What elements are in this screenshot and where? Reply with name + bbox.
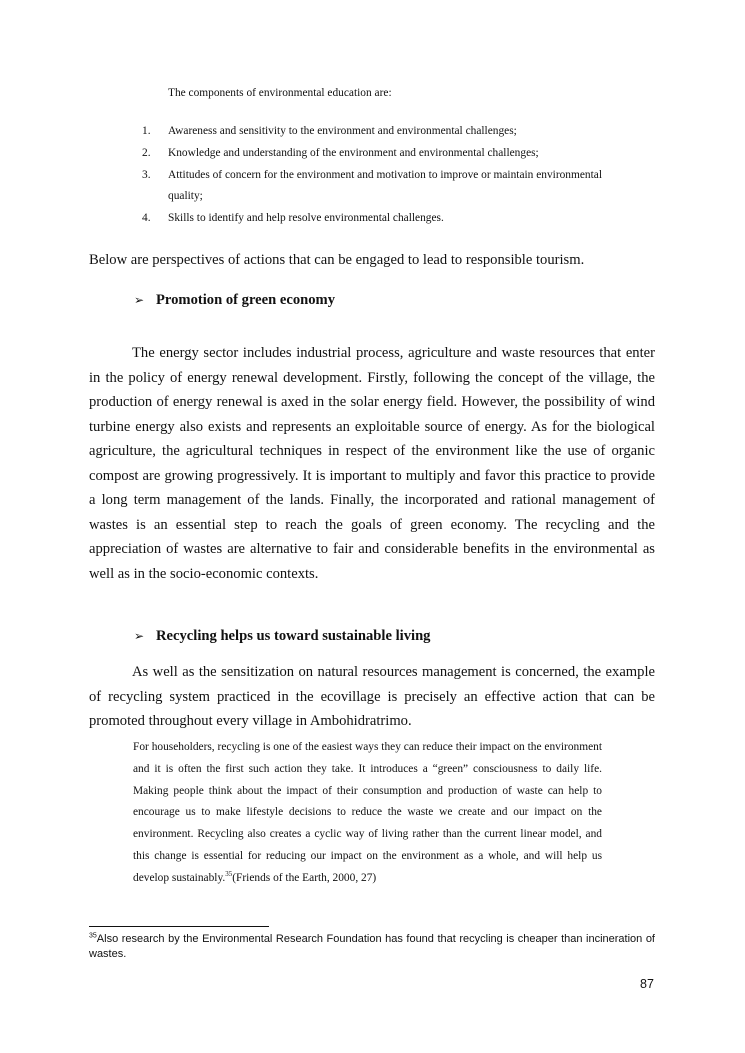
- footnote-divider: [89, 926, 269, 927]
- components-list: [142, 121, 602, 230]
- arrow-bullet-icon: ➢: [134, 629, 145, 643]
- page-number: 87: [640, 977, 654, 991]
- list-item: [142, 165, 602, 209]
- list-item: [142, 143, 602, 165]
- list-number: 4.: [142, 212, 151, 225]
- recycling-paragraph: [89, 660, 655, 734]
- list-text: Awareness and sensitivity to the environment and environmental challenges;: [168, 125, 517, 137]
- heading-text: Recycling helps us toward sustainable living: [156, 628, 431, 644]
- list-item: [142, 208, 602, 230]
- footnote-number: 35: [89, 932, 97, 940]
- list-text: Skills to identify and help resolve environmental challenges.: [168, 212, 444, 225]
- paragraph-text: The energy sector includes industrial process, agriculture and waste resources that enter in the policy of energy renewal development. Firstly, following the concept of the village, the production of energy renewal is axed in the solar energy field. However, the possibility of wind turbine energy also exists and represents an exploitable source of energy. As for the biological agriculture, the agricultural techniques in respect of the environment like the use of organic compost are growing progressively. It is important to multiply and favor this practice to provide a long term management of the lands. Finally, the incorporated and rational management of wastes is an essential step to reach the goals of green economy. The recycling and the appreciation of wastes are alternative to fair and considerable benefits in the environmental as well as in the socio-economic contexts.: [89, 345, 655, 582]
- quote-citation: (Friends of the Earth, 2000, 27): [232, 871, 377, 884]
- arrow-bullet-icon: ➢: [134, 293, 145, 307]
- footnote-text: Also research by the Environmental Research Foundation has found that recycling is cheaper than incineration of wastes.: [89, 933, 655, 960]
- list-number: 3.: [142, 168, 151, 181]
- quote-text: For householders, recycling is one of the easiest ways they can reduce their impact on the environment and it is often the first such action they take. It introduces a “green” consciousness to daily life. Making people think about the impact of their consumption and production of waste can help to encourage us to make lifestyle decisions to reduce the waste we create and our impact on the environment. Recycling also creates a cyclic way of living rather than the current linear model, and this change is essential for reducing our impact on the environment as a whole, and will help us develop sustainably.: [133, 741, 602, 884]
- footnote-reference[interactable]: 35: [225, 869, 233, 878]
- list-text: Attitudes of concern for the environment and motivation to improve or maintain environmental quality;: [168, 168, 602, 203]
- components-intro: The components of environmental education are:: [168, 87, 392, 99]
- section-heading-recycling: [134, 628, 430, 645]
- list-number: 2.: [142, 146, 151, 159]
- list-item: [142, 121, 602, 143]
- footnote: [89, 932, 655, 962]
- list-text: Knowledge and understanding of the environment and environmental challenges;: [168, 146, 539, 159]
- section-heading-green-economy: [134, 292, 335, 309]
- heading-text: Promotion of green economy: [156, 292, 336, 308]
- block-quote: [133, 737, 602, 890]
- list-number: 1.: [142, 125, 151, 137]
- green-economy-paragraph: [89, 341, 655, 586]
- lead-sentence: Below are perspectives of actions that can be engaged to lead to responsible tourism.: [89, 252, 585, 268]
- paragraph-text: As well as the sensitization on natural resources management is concerned, the example of recycling system practiced in the ecovillage is precisely an effective action that can be promoted throughout every village in Ambohidratrimo.: [89, 664, 655, 729]
